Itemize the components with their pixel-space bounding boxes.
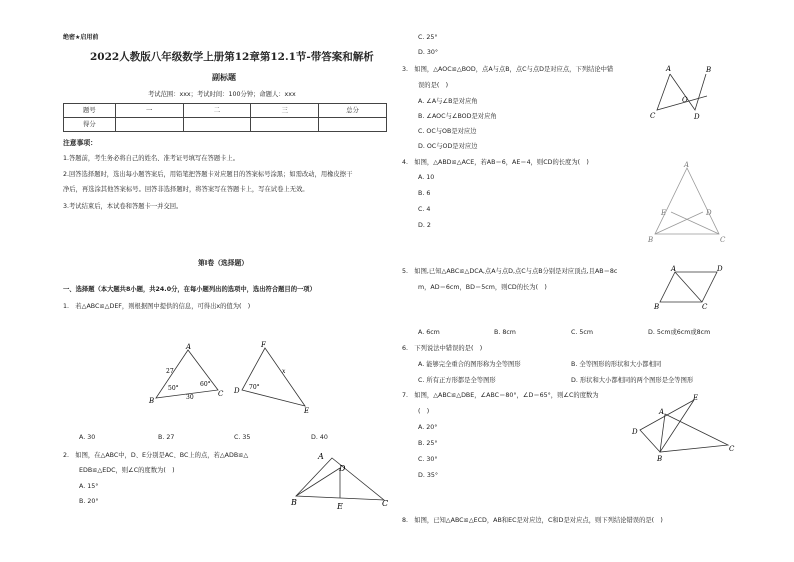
notice-line: 净后，再选涂其他答案标号。回答非选择题时，将答案写在答题卡上，写在试卷上无效。 (63, 186, 309, 193)
q7-label: E (693, 394, 699, 402)
q3-option-d[interactable]: D. OC与OD是对应边 (418, 143, 478, 150)
q2-option-d[interactable]: D. 30° (418, 49, 439, 56)
q3-label: A (666, 65, 672, 73)
score-table-row-label: 得分 (64, 118, 116, 132)
q6-option-d[interactable]: D. 形状和大小都相同的两个图形是全等图形 (571, 377, 694, 384)
q7-option-d[interactable]: D. 35° (418, 472, 439, 479)
score-table-empty-cell[interactable] (115, 118, 183, 132)
q3-option-a[interactable]: A. ∠A与∠B是对应角 (418, 98, 478, 105)
q7-stem-line2: ( ) (418, 408, 430, 415)
score-table-cell: 三 (251, 104, 319, 118)
q7-triangle-abc (660, 414, 728, 452)
q2-label: C (382, 499, 389, 508)
q5-stem-line2: m，AD＝6cm，BD＝5cm，则CD的长为( ) (418, 284, 547, 291)
score-table-empty-cell[interactable] (319, 118, 387, 132)
q1-label: E (304, 407, 310, 415)
section-title: 一、选择题（本大题共8小题，共24.0分，在每小题列出的选项中，选出符合题目的一项） (63, 286, 316, 293)
q1-option-d[interactable]: D. 40 (311, 434, 328, 441)
score-table-cell: 题号 (64, 104, 116, 118)
notice-line: 1.答题前，考生务必将自己的姓名、准考证号填写在答题卡上。 (63, 155, 240, 162)
q7-label: D (632, 428, 638, 436)
q4-option-d[interactable]: D. 2 (418, 222, 431, 229)
q3-stem-line1: 3. 如图，△AOC≌△BOD，点A与点B，点C与点D是对应点，下列结论中错 (402, 66, 614, 73)
q4-figure (645, 160, 730, 245)
secret-label: 绝密★启用前 (63, 34, 99, 41)
q3-hidden-line (657, 74, 706, 110)
q1-label: F (261, 341, 266, 349)
q4-option-b[interactable]: B. 6 (418, 190, 431, 197)
score-table-header-row (64, 104, 387, 118)
q2-option-c[interactable]: C. 25° (418, 34, 438, 41)
q4-stem: 4. 如图，△ABD≌△ACE，若AB＝6，AE＝4，则CD的长度为( ) (402, 159, 589, 166)
q5-stem-line1: 5. 如图,已知△ABC≌△DCA,点A与点D,点C与点B分别是对应顶点,且AB＝8c (402, 268, 618, 275)
q5-label: B (654, 303, 660, 311)
score-table-empty-cell[interactable] (251, 118, 319, 132)
q1-option-a[interactable]: A. 30 (79, 434, 96, 441)
q1-label: 70° (249, 384, 260, 391)
q3-label: C (650, 112, 656, 120)
q1-option-c[interactable]: C. 35 (234, 434, 251, 441)
q1-label: x (282, 368, 286, 375)
q7-label: C (729, 445, 735, 453)
q1-figure (140, 340, 320, 415)
score-table-cell: 总分 (319, 104, 387, 118)
q4-label: D (706, 209, 712, 217)
score-table-score-row (64, 118, 387, 132)
volume-title: 第I卷（选择题） (198, 259, 249, 267)
q7-option-c[interactable]: C. 30° (418, 456, 438, 463)
q7-label: A (659, 408, 665, 416)
q1-stem: 1. 若△ABC≌△DEF，则根据图中提供的信息，可得出x的值为( ) (63, 303, 251, 310)
score-table-empty-cell[interactable] (183, 118, 251, 132)
q3-stem-line2: 误的是( ) (418, 82, 449, 89)
q1-label: 50° (168, 385, 179, 392)
q7-option-a[interactable]: A. 20° (418, 424, 438, 431)
q5-label: D (717, 265, 723, 273)
q6-option-b[interactable]: B. 全等图形的形状和大小都相同 (571, 361, 662, 368)
q7-triangle-dbe (640, 400, 694, 452)
q3-figure (640, 62, 720, 122)
q1-label: B (149, 397, 155, 405)
q1-option-b[interactable]: B. 27 (158, 434, 175, 441)
score-table-cell: 二 (183, 104, 251, 118)
notice-title: 注意事项： (63, 139, 97, 147)
q3-label: B (706, 66, 712, 74)
q1-label: D (234, 387, 240, 395)
q7-stem-line1: 7. 如图，△ABC≌△DBE，∠ABC＝80°，∠D＝65°，则∠C的度数为 (402, 392, 599, 399)
q4-option-c[interactable]: C. 4 (418, 206, 431, 213)
q3-option-c[interactable]: C. OC与OB是对应边 (418, 128, 477, 135)
q4-triangle (655, 168, 719, 234)
q7-option-b[interactable]: B. 25° (418, 440, 438, 447)
exam-info: 考试范围：xxx；考试时间：100分钟；命题人：xxx (148, 91, 296, 98)
q4-label: E (661, 209, 667, 217)
q4-option-a[interactable]: A. 10 (418, 174, 435, 181)
q5-option-d[interactable]: D. 5cm或6cm或8cm (648, 329, 711, 336)
q1-label: 27 (166, 368, 174, 375)
q3-label: D (694, 113, 700, 121)
q6-option-c[interactable]: C. 所有正方形都是全等图形 (418, 377, 496, 384)
q3-option-b[interactable]: B. ∠AOC与∠BOD是对应角 (418, 113, 497, 120)
q2-label: A (318, 452, 324, 461)
q6-option-a[interactable]: A. 能够完全重合的图形称为全等图形 (418, 361, 521, 368)
q2-stem-line1: 2. 如图，在△ABC中，D、E分别是AC、BC上的点，若△ADB≌△ (63, 452, 249, 459)
score-table-cell: 一 (115, 104, 183, 118)
q5-diagonal (675, 272, 702, 302)
q4-label: B (648, 236, 654, 244)
q4-label: C (720, 236, 726, 244)
q3-label: O (682, 96, 688, 104)
q2-figure (288, 448, 393, 513)
q2-label: E (337, 502, 343, 511)
q6-stem: 6. 下列说法中错误的是( ) (402, 345, 483, 352)
q2-label: D (339, 464, 346, 473)
q5-option-a[interactable]: A. 6cm (418, 329, 440, 336)
score-table (63, 103, 387, 132)
notice-line: 3.考试结束后，本试卷和答题卡一并交回。 (63, 203, 183, 210)
page-title: 2022人教版八年级数学上册第12章第12.1节-带答案和解析 (90, 51, 374, 63)
q7-label: B (657, 455, 663, 463)
q1-label: C (218, 390, 224, 398)
q8-stem: 8. 如图，已知△ABC≌△ECD，AB和EC是对应边，C和D是对应点，则下列结论错误的是( ) (402, 517, 663, 524)
notice-line: 2.回答选择题时，选出每小题答案后，用铅笔把答题卡对应题目的答案标号涂黑；如需改动，用橡皮擦干 (63, 171, 353, 178)
q2-label: B (291, 498, 297, 507)
q1-label: 30 (186, 394, 194, 401)
q2-option-b[interactable]: B. 20° (79, 498, 99, 505)
q4-label: A (684, 161, 690, 169)
q7-figure (628, 390, 738, 465)
q2-option-a[interactable]: A. 15° (79, 483, 99, 490)
q1-label: A (186, 343, 192, 351)
q5-option-c[interactable]: C. 5cm (571, 329, 594, 336)
q1-triangle-def (242, 348, 305, 406)
page-subtitle: 副标题 (212, 72, 236, 82)
q3-triangle-aoc (657, 74, 707, 110)
q5-label: C (702, 303, 708, 311)
q1-label: 60° (200, 381, 211, 388)
q5-option-b[interactable]: B. 8cm (494, 329, 516, 336)
q2-stem-line2: EDB≌△EDC，则∠C的度数为( ) (79, 467, 175, 474)
q5-label: A (671, 265, 677, 273)
q5-figure (650, 262, 725, 312)
